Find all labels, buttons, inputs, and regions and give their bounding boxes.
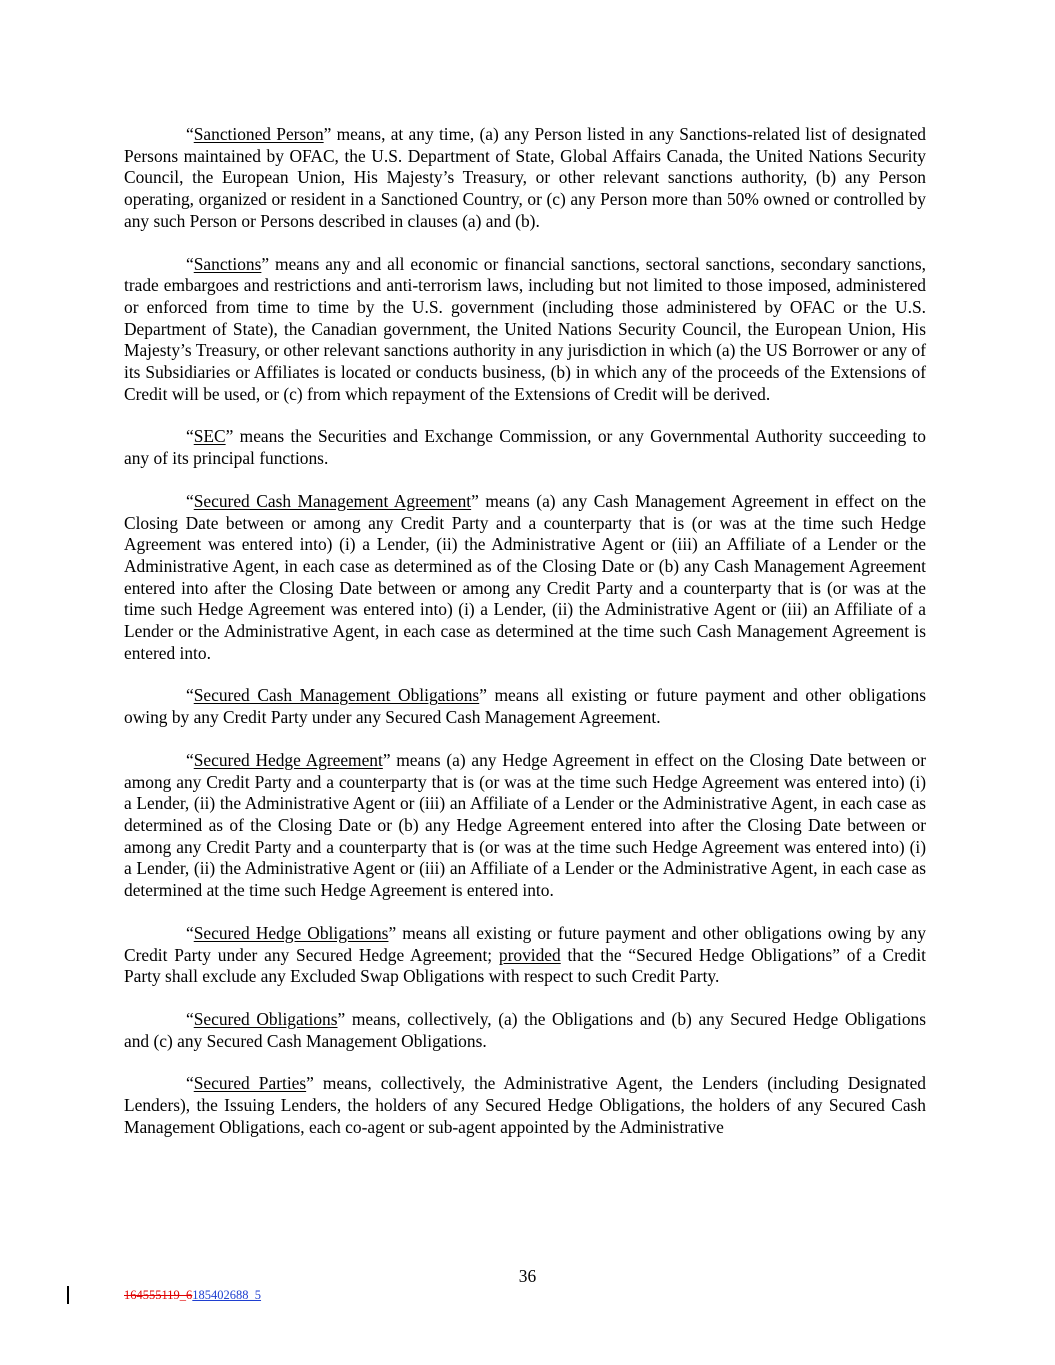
document-id bbox=[124, 1288, 261, 1302]
open-quote: “ bbox=[186, 685, 194, 706]
revision-change-bar bbox=[67, 1286, 69, 1304]
definition-sanctions bbox=[124, 254, 926, 406]
defined-term: Secured Parties bbox=[193, 1073, 307, 1094]
definition-text: ” means, at any time, (a) any Person listed in any Sanctions-related list of designated Persons maintained by OFAC, the U.S. Department of State, Global Affairs Canada, the United Nations Security Council, the European Union, His Majesty’s Treasury, or other relevant sanctions authority, (b) any Person operating, organized or resident in a Sanctioned Country, or (c) any Person more than 50% owned or controlled by any such Person or Persons described in clauses (a) and (b). bbox=[124, 124, 926, 231]
defined-term: Secured Hedge Obligations bbox=[193, 922, 389, 943]
defined-term: Secured Cash Management Obligations bbox=[193, 685, 480, 706]
defined-term: SEC bbox=[193, 426, 226, 447]
defined-term: Sanctions bbox=[193, 253, 262, 274]
definition-text-continued: that the “Secured Hedge Obligations” of a Credit Party shall exclude any Excluded Swap Obligations with respect to such Credit Party. bbox=[124, 944, 926, 987]
open-quote: “ bbox=[186, 922, 194, 943]
open-quote: “ bbox=[186, 253, 194, 274]
open-quote: “ bbox=[186, 1008, 194, 1029]
defined-term: Secured Hedge Agreement bbox=[193, 749, 383, 770]
definition-secured-parties bbox=[124, 1073, 926, 1138]
defined-term: Secured Obligations bbox=[193, 1008, 338, 1029]
open-quote: “ bbox=[186, 490, 194, 511]
open-quote: “ bbox=[186, 1073, 194, 1094]
open-quote: “ bbox=[186, 426, 194, 447]
definition-secured-hedge-agreement bbox=[124, 750, 926, 902]
open-quote: “ bbox=[186, 124, 194, 144]
definition-text: ” means (a) any Hedge Agreement in effect on the Closing Date between or among any Credit Party and a counterparty that is (or was at the time such Hedge Agreement was entered into) (i) a Lender, (ii) the Administrative Agent or (iii) an Affiliate of a Lender or the Administrative Agent, in each case as determined as of the Closing Date or (b) any Hedge Agreement entered into after the Closing Date between or among any Credit Party and a counterparty that is (or was at the time such Hedge Agreement was entered into) (i) a Lender, (ii) the Administrative Agent or (iii) an Affiliate of a Lender or the Administrative Agent, in each case as determined at the time such Hedge Agreement is entered into. bbox=[124, 749, 926, 901]
definition-text: ” means all existing or future payment and other obligations owing by any Credit Party under any Secured Cash Management Agreement. bbox=[124, 685, 927, 728]
document-id-deleted: 164555119_6 bbox=[124, 1288, 193, 1302]
definition-sanctioned-person bbox=[124, 124, 926, 233]
definition-sec bbox=[124, 426, 926, 469]
definition-text: ” means all existing or future payment and other obligations owing by any Credit Party under any Secured Hedge Agreement; bbox=[124, 922, 926, 965]
definition-secured-cash-management-agreement bbox=[124, 491, 926, 665]
page-number: 36 bbox=[518, 1266, 537, 1286]
definition-secured-hedge-obligations bbox=[124, 923, 926, 988]
document-id-inserted: 185402688_5 bbox=[192, 1288, 262, 1302]
definition-text: ” means, collectively, the Administrative Agent, the Lenders (including Designated Lenders), the Issuing Lenders, the holders of any Secured Hedge Obligations, the holders of any Secured Cash Management Obligations, each co-agent or sub-agent appointed by the Administrative bbox=[124, 1073, 926, 1137]
defined-term: Sanctioned Person bbox=[193, 124, 324, 144]
definition-text: ” means any and all economic or financial sanctions, sectoral sanctions, secondary sanctions, trade embargoes and restrictions and anti-terrorism laws, including but not limited to those imposed, administered or enforced from time to time by the U.S. government (including those administered by OFAC or the U.S. Department of State), the Canadian government, the United Nations Security Council, the European Union, His Majesty’s Treasury, or other relevant sanctions authority in any jurisdiction in which (a) the US Borrower or any of its Subsidiaries or Affiliates is located or conducts business, (b) in which any of the proceeds of the Extensions of Credit will be used, or (c) from which repayment of the Extensions of Credit will be derived. bbox=[124, 253, 926, 404]
provided-keyword: provided bbox=[498, 944, 561, 965]
definition-secured-obligations bbox=[124, 1009, 926, 1052]
definition-text: ” means the Securities and Exchange Commission, or any Governmental Authority succeeding to any of its principal functions. bbox=[124, 426, 926, 469]
definition-text: ” means, collectively, (a) the Obligations and (b) any Secured Hedge Obligations and (c) any Secured Cash Management Obligations. bbox=[124, 1008, 926, 1051]
document-body bbox=[124, 124, 926, 1159]
definition-secured-cash-management-obligations bbox=[124, 685, 926, 728]
definition-text: ” means (a) any Cash Management Agreement in effect on the Closing Date between or among any Credit Party and a counterparty that is (or was at the time such Hedge Agreement was entered into) (i) a Lender, (ii) the Administrative Agent or (iii) an Affiliate of a Lender or the Administrative Agent, in each case as determined as of the Closing Date or (b) any Cash Management Agreement entered into after the Closing Date between or among any Credit Party and a counterparty that is (or was at the time such Hedge Agreement was entered into) (i) a Lender, (ii) the Administrative Agent or (iii) an Affiliate of a Lender or the Administrative Agent, in each case as determined at the time such Cash Management Agreement is entered into. bbox=[124, 490, 926, 663]
defined-term: Secured Cash Management Agreement bbox=[193, 490, 472, 511]
open-quote: “ bbox=[186, 749, 194, 770]
